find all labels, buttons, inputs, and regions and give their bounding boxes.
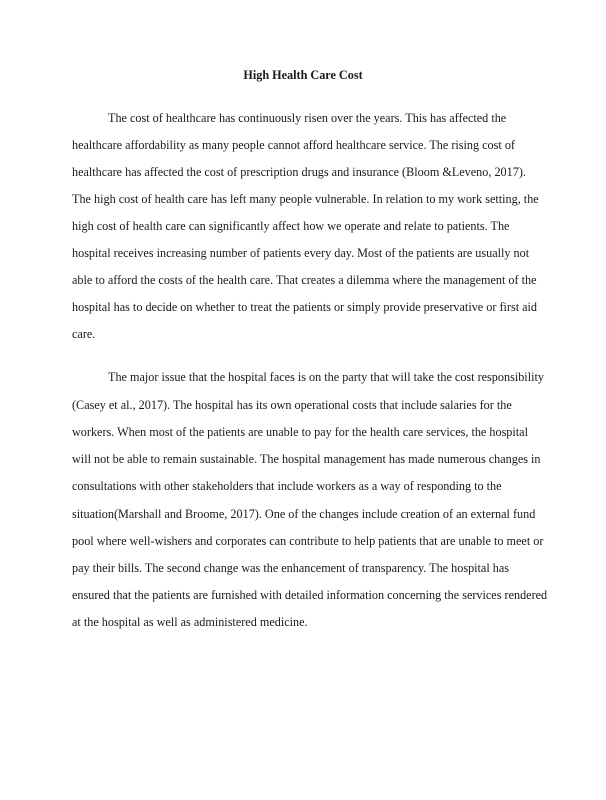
paragraph-line: The high cost of health care has left many people vulnerable. In relation to my work setting, the	[72, 192, 539, 206]
paragraph-line: The major issue that the hospital faces is on the party that will take the cost responsibility	[108, 370, 544, 384]
paragraph-line: able to afford the costs of the health care. That creates a dilemma where the management of the	[72, 273, 537, 287]
paragraph-line: situation(Marshall and Broome, 2017). One of the changes include creation of an external fund	[72, 507, 536, 521]
paragraph-line: consultations with other stakeholders that include workers as a way of responding to the	[72, 479, 502, 493]
paragraph-line: ensured that the patients are furnished with detailed information concerning the services rendered	[72, 588, 548, 602]
paragraph-line: care.	[72, 327, 96, 341]
paragraph-line: high cost of health care can significantly affect how we operate and relate to patients. The	[72, 219, 510, 233]
paragraph-line: healthcare affordability as many people cannot afford healthcare service. The rising cost of	[72, 138, 515, 152]
paragraph-line: pay their bills. The second change was the enhancement of transparency. The hospital has	[72, 561, 510, 575]
paragraph-line: will not be able to remain sustainable. The hospital management has made numerous changes in	[72, 452, 541, 466]
paragraph-line: (Casey et al., 2017). The hospital has its own operational costs that include salaries for the	[72, 398, 512, 412]
paragraph-line: pool where well-wishers and corporates can contribute to help patients that are unable to meet or	[72, 534, 544, 548]
document-title: High Health Care Cost	[243, 68, 363, 82]
paragraph-line: hospital receives increasing number of patients every day. Most of the patients are usually not	[72, 246, 530, 260]
paragraph-line: at the hospital as well as administered medicine.	[72, 615, 308, 629]
paragraph-line: hospital has to decide on whether to treat the patients or simply provide preservative or first aid	[72, 300, 538, 314]
paragraph-line: workers. When most of the patients are unable to pay for the health care services, the hospital	[72, 425, 528, 439]
paragraph-line: healthcare has affected the cost of prescription drugs and insurance (Bloom &Leveno, 2017).	[72, 165, 526, 179]
paragraph-line: The cost of healthcare has continuously risen over the years. This has affected the	[108, 111, 507, 125]
